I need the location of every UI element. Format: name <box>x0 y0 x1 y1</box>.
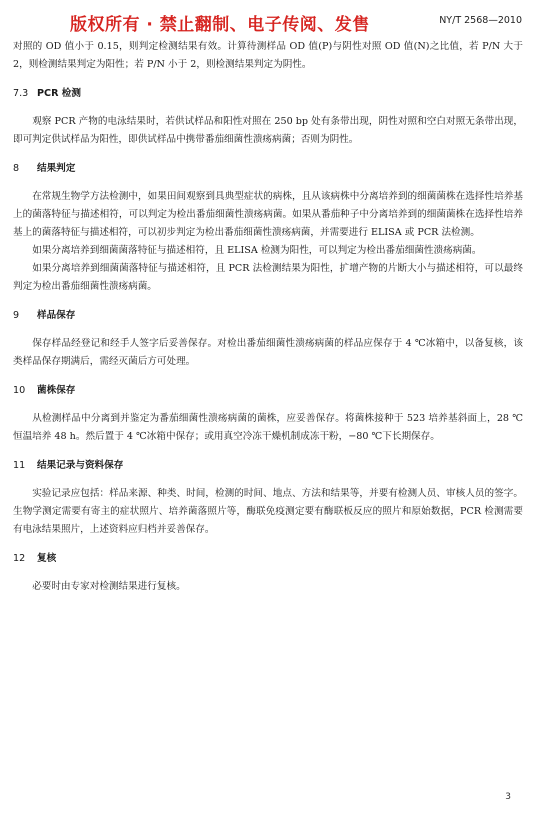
section-heading-12 <box>13 550 523 568</box>
section-number: 8 <box>13 163 20 174</box>
section-7-3-paragraph: 观察 PCR 产物的电泳结果时，若供试样品和阳性对照在 250 bp 处有条带出现，阴性对照和空白对照无条带出现，即可判定供试样品为阳性，即供试样品中携带番茄细菌性溃疡病菌；否则为阴性。 <box>13 116 523 145</box>
section-number: 12 <box>13 553 26 564</box>
page-number: 3 <box>505 792 511 802</box>
section-title: 样品保存 <box>37 310 76 321</box>
section-11-paragraph: 实验记录应包括：样品来源、种类、时间，检测的时间、地点、方法和结果等，并要有检测人员、审核人员的签字。生物学测定需要有寄主的症状照片、培养菌落照片等，酶联免疫测定要有酶联板反应的照片和原始数据，PCR 检测需要有电泳结果照片，上述资料应归档并妥善保存。 <box>13 488 523 535</box>
document-body <box>13 38 523 596</box>
section-8-paragraph-3: 如果分离培养到细菌菌落特征与描述相符，且 PCR 法检测结果为阳性，扩增产物的片断大小与描述相符，可以最终判定为检出番茄细菌性溃疡病菌。 <box>13 263 523 292</box>
standard-code: NY/T 2568—2010 <box>439 15 522 26</box>
section-heading-8 <box>13 160 523 178</box>
section-heading-9 <box>13 307 523 325</box>
section-12-paragraph: 必要时由专家对检测结果进行复核。 <box>32 581 186 592</box>
intro-paragraph: 对照的 OD 值小于 0.15，则判定检测结果有效。计算待测样品 OD 值(P)与阴性对照 OD 值(N)之比值，若 P/N 大于 2，则检测结果判定为阳性；若 P/N 小于 2，则检测结果判定为阴性。 <box>13 41 523 70</box>
section-title: 结果记录与资料保存 <box>37 460 124 471</box>
section-heading-11 <box>13 457 523 475</box>
section-9-paragraph: 保存样品经登记和经手人签字后妥善保存。对检出番茄细菌性溃疡病菌的样品应保存于 4 ℃冰箱中，以备复核，该类样品保存期满后，需经灭菌后方可处理。 <box>13 338 523 367</box>
section-number: 10 <box>13 385 26 396</box>
copyright-watermark: 版权所有 · 禁止翻制、电子传阅、发售 <box>70 15 370 35</box>
section-title: 复核 <box>37 553 57 564</box>
section-title: 菌株保存 <box>37 385 76 396</box>
section-8-paragraph-2: 如果分离培养到细菌菌落特征与描述相符，且 ELISA 检测为阳性，可以判定为检出番茄细菌性溃疡病菌。 <box>32 245 482 256</box>
section-number: 9 <box>13 310 20 321</box>
section-heading-7-3 <box>13 85 523 103</box>
page-header <box>0 6 535 34</box>
section-8-paragraph-1: 在常规生物学方法检测中，如果田间观察到具典型症状的病株，且从该病株中分离培养到的细菌菌株在选择性培养基上的菌落特征与描述相符，可以判定为检出番茄细菌性溃疡病菌。如果从番茄种子中分离培养到的细菌菌株在选择性培养基上的菌落特征与描述相符，可以初步判定为检出番茄细菌性溃疡病菌，并需要进行 ELISA 或 PCR 法检测。 <box>13 191 523 238</box>
section-title: PCR 检测 <box>37 88 81 99</box>
section-10-paragraph: 从检测样品中分离到并鉴定为番茄细菌性溃疡病菌的菌株，应妥善保存。将菌株接种于 523 培养基斜面上，28 ℃恒温培养 48 h。然后置于 4 ℃冰箱中保存；或用真空冷冻干燥机制成冻干粉，−80 ℃下长期保存。 <box>13 413 523 442</box>
section-heading-10 <box>13 382 523 400</box>
section-title: 结果判定 <box>37 163 76 174</box>
section-number: 11 <box>13 460 26 471</box>
section-number: 7.3 <box>13 88 29 99</box>
